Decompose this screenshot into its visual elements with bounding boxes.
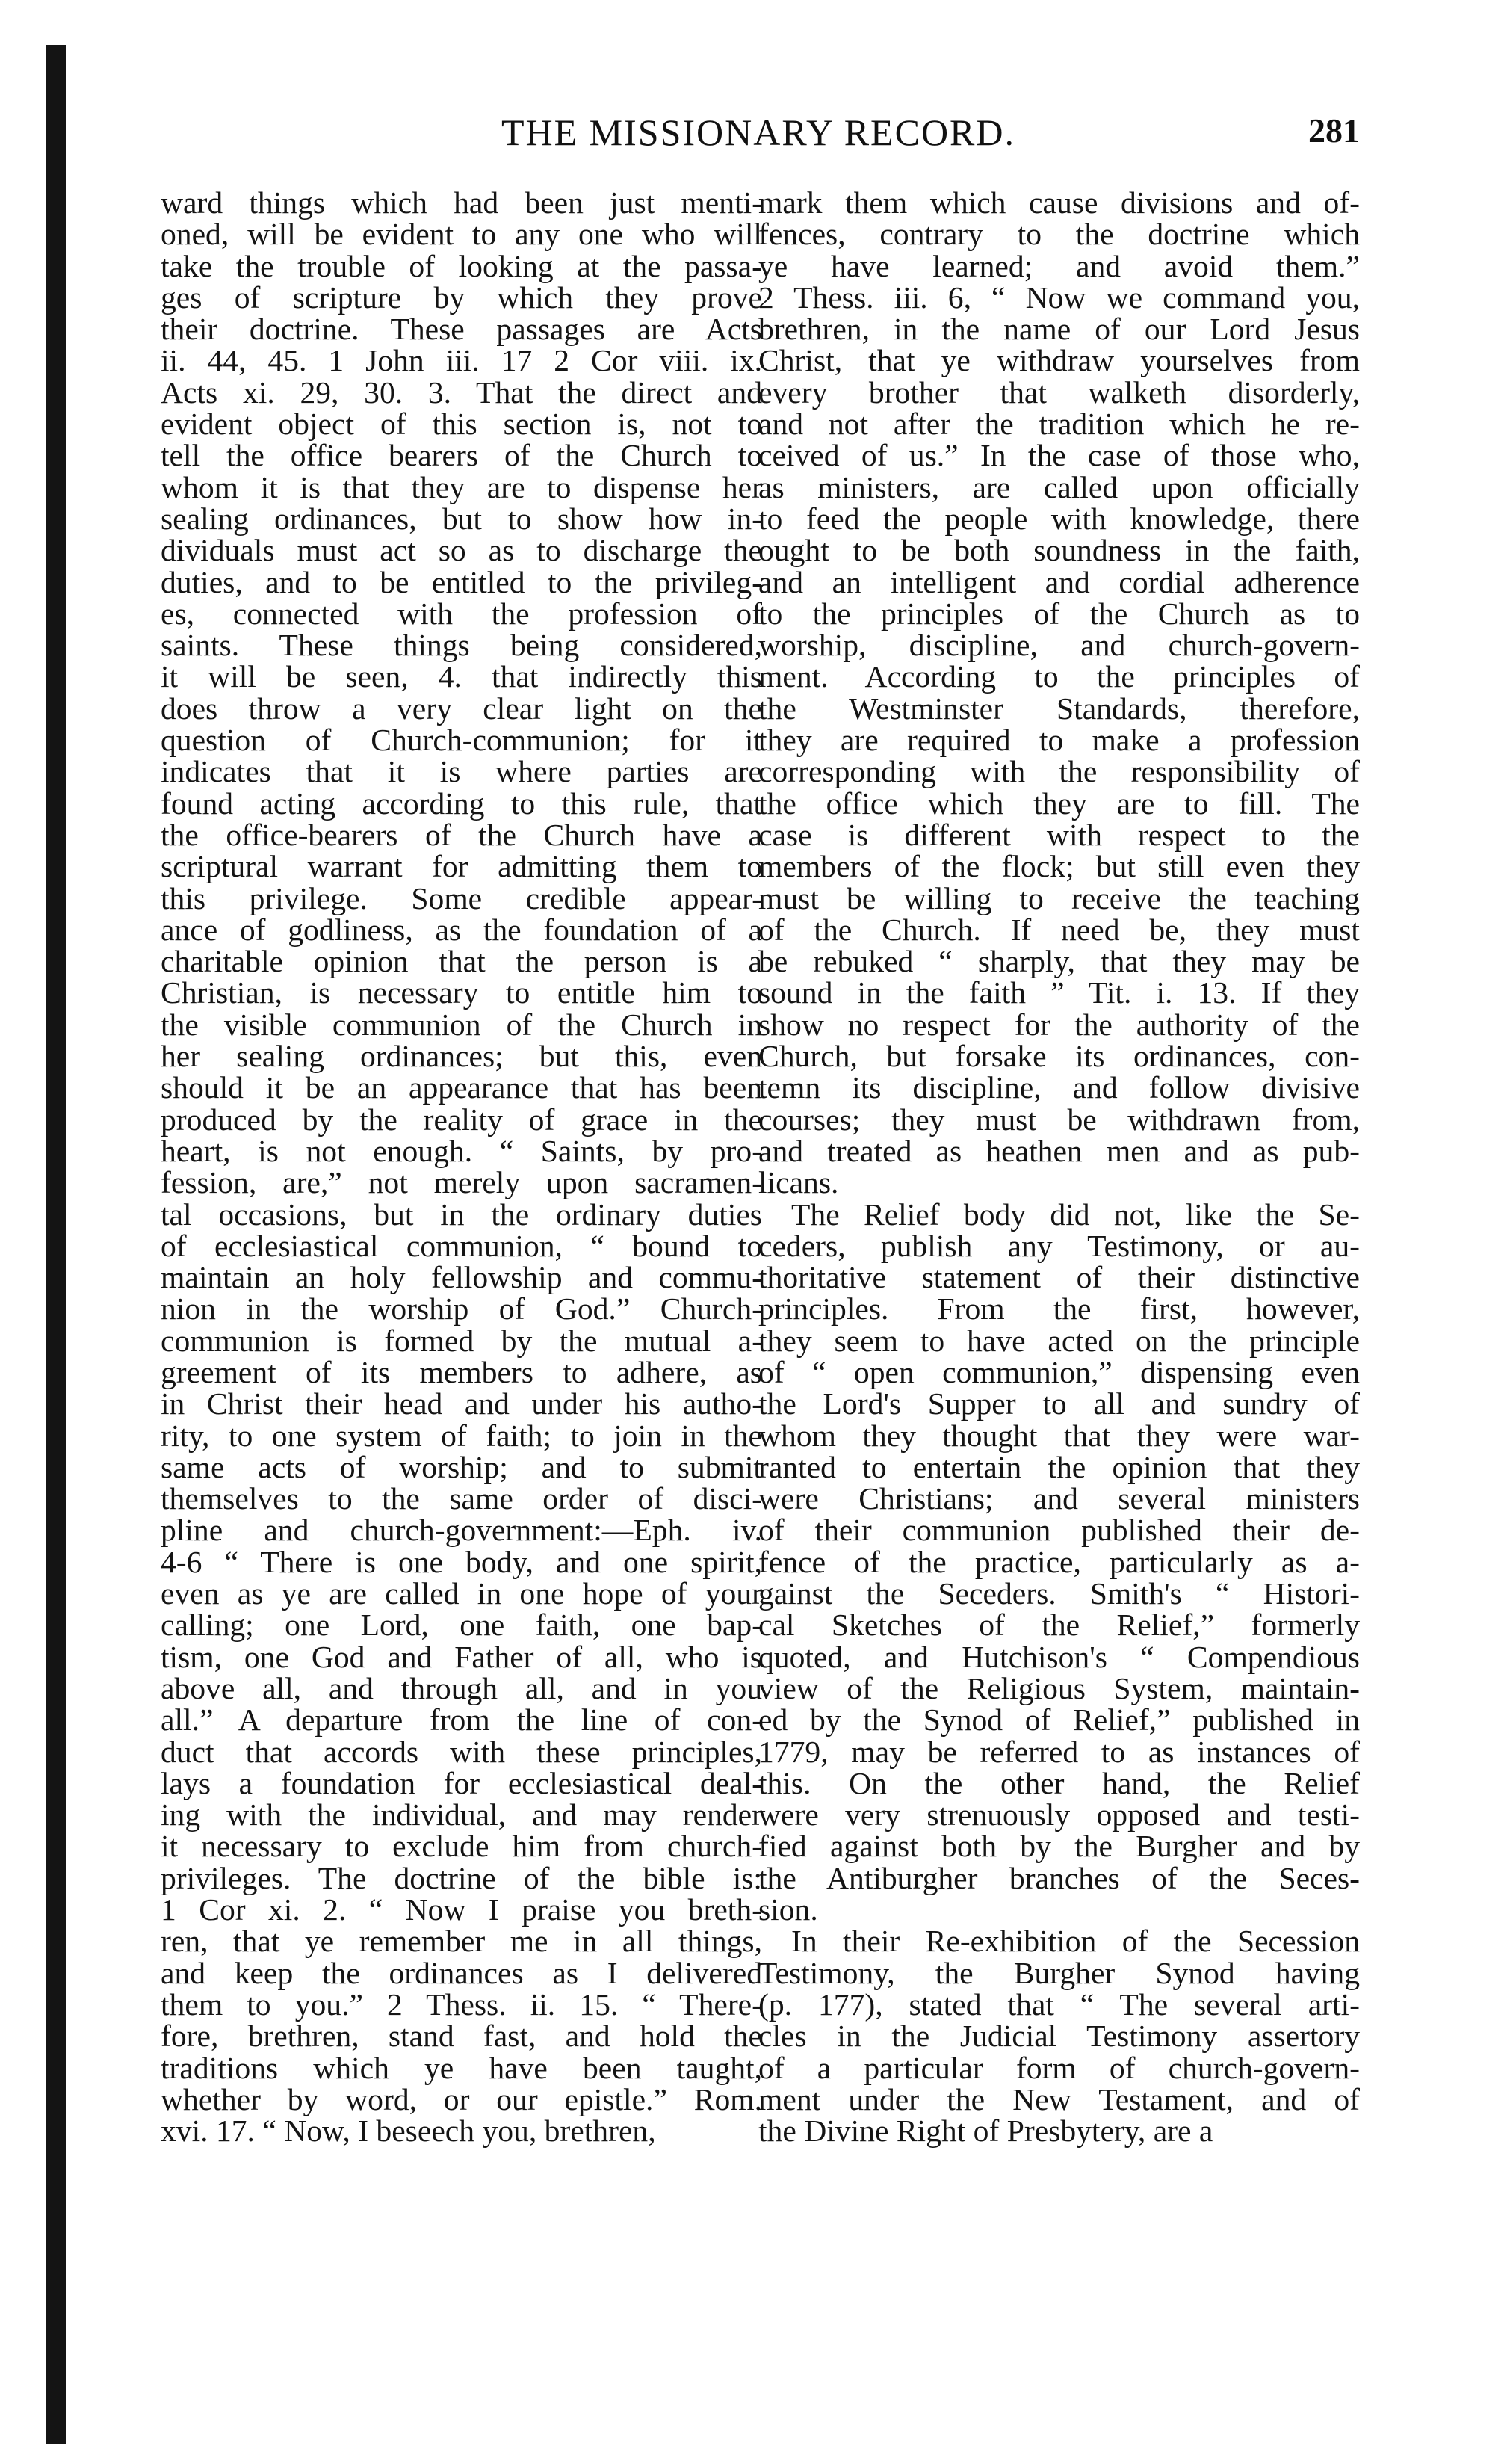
text-line: ren, that ye remember me in all things, (161, 1924, 762, 1959)
text-line: fore, brethren, stand fast, and hold the (161, 2019, 762, 2054)
text-line: rity, to one system of faith; to join in the (161, 1418, 762, 1453)
running-head (157, 111, 1360, 163)
text-line: view of the Religious System, maintain- (758, 1670, 1360, 1705)
text-line: and treated as heathen men and as pub- (758, 1133, 1360, 1168)
text-line: lays a foundation for ecclesiastical deal- (161, 1765, 762, 1800)
text-line: they are required to make a profession (758, 723, 1360, 758)
text-line: cal Sketches of the Relief,” formerly (758, 1608, 1360, 1643)
text-line: 1 Cor xi. 2. “ Now I praise you breth- (161, 1892, 762, 1927)
text-line: courses; they must be withdrawn from, (758, 1102, 1360, 1137)
left-column (161, 187, 762, 2421)
text-line: ges of scripture by which they prove (161, 280, 762, 315)
text-line: case is different with respect to the (758, 817, 1360, 852)
text-line: fession, are,” not merely upon sacramen- (161, 1165, 762, 1200)
text-line: brethren, in the name of our Lord Jesus (758, 312, 1360, 347)
running-title: THE MISSIONARY RECORD. (501, 111, 1016, 153)
text-line: nion in the worship of God.” Church- (161, 1291, 762, 1327)
text-line: this privilege. Some credible appear- (161, 880, 762, 915)
text-line: whether by word, or our epistle.” Rom. (161, 2081, 762, 2116)
text-line: found acting according to this rule, that (161, 785, 762, 821)
text-line: temn its discipline, and follow divisive (758, 1070, 1360, 1105)
text-line: corresponding with the responsibility of (758, 754, 1360, 789)
text-line: duties, and to be entitled to the privileg- (161, 564, 762, 599)
text-line: ment. According to the principles of (758, 659, 1360, 694)
text-line: indicates that it is where parties are (161, 754, 762, 789)
text-line: to feed the people with knowledge, there (758, 501, 1360, 536)
text-line: ing with the individual, and may render (161, 1797, 762, 1832)
text-line: dividuals must act so as to discharge the (161, 533, 762, 568)
text-line: of their communion published their de- (758, 1513, 1360, 1548)
paragraph (161, 187, 762, 2149)
text-line: whom it is that they are to dispense her (161, 469, 762, 504)
text-line: it necessary to exclude him from church- (161, 1829, 762, 1864)
text-line: evident object of this section is, not to (161, 407, 762, 442)
text-line: greement of its members to adhere, as (161, 1354, 762, 1389)
text-line: privileges. The doctrine of the bible is: (161, 1860, 762, 1895)
text-line: gainst the Seceders. Smith's “ Histori- (758, 1576, 1360, 1611)
text-line: show no respect for the authority of the (758, 1007, 1360, 1042)
text-line: Testimony, the Burgher Synod having (758, 1955, 1360, 1990)
text-line: they seem to have acted on the principle (758, 1323, 1360, 1358)
text-line: their doctrine. These passages are Acts (161, 312, 762, 347)
text-line: ranted to entertain the opinion that they (758, 1449, 1360, 1484)
text-line: of the Church. If need be, they must (758, 912, 1360, 947)
text-line: does throw a very clear light on the (161, 691, 762, 726)
text-line: produced by the reality of grace in the (161, 1102, 762, 1137)
text-line: and not after the tradition which he re- (758, 407, 1360, 442)
paragraph (758, 1924, 1360, 2149)
text-line: in Christ their head and under his autho- (161, 1386, 762, 1421)
text-line: question of Church-communion; for it (161, 723, 762, 758)
text-line: themselves to the same order of disci- (161, 1481, 762, 1516)
text-line: thoritative statement of their distinctive (758, 1260, 1360, 1295)
text-line: same acts of worship; and to submit (161, 1449, 762, 1484)
text-line: the Westminster Standards, therefore, (758, 691, 1360, 726)
text-line: Christ, that ye withdraw yourselves from (758, 343, 1360, 378)
text-line: ance of godliness, as the foundation of a (161, 912, 762, 947)
text-line: calling; one Lord, one faith, one bap- (161, 1608, 762, 1643)
text-line: mark them which cause divisions and of- (758, 187, 1360, 220)
text-line: (p. 177), stated that “ The several arti- (758, 1986, 1360, 2022)
text-line: 4-6 “ There is one body, and one spirit, (161, 1544, 762, 1579)
text-line: it will be seen, 4. that indirectly this (161, 659, 762, 694)
text-line: scriptural warrant for admitting them to (161, 849, 762, 884)
text-line: tell the office bearers of the Church to (161, 438, 762, 473)
text-line: of “ open communion,” dispensing even (758, 1354, 1360, 1389)
text-line: cles in the Judicial Testimony assertory (758, 2019, 1360, 2054)
text-line: even as ye are called in one hope of your (161, 1576, 762, 1611)
text-line: the visible communion of the Church in (161, 1007, 762, 1042)
text-line: above all, and through all, and in you (161, 1670, 762, 1705)
text-line: communion is formed by the mutual a- (161, 1323, 762, 1358)
text-line: to the principles of the Church as to (758, 596, 1360, 631)
text-line: licans. (758, 1165, 839, 1200)
text-line: The Relief body did not, like the Se- (791, 1197, 1360, 1232)
text-line: ought to be both soundness in the faith, (758, 533, 1360, 568)
binding-edge (46, 45, 66, 2444)
text-line: maintain an holy fellowship and commu- (161, 1260, 762, 1295)
text-line: charitable opinion that the person is a (161, 944, 762, 979)
paragraph (758, 187, 1360, 1199)
text-line: were very strenuously opposed and testi- (758, 1797, 1360, 1832)
text-line: quoted, and Hutchison's “ Compendious (758, 1639, 1360, 1674)
text-line: them to you.” 2 Thess. ii. 15. “ There- (161, 1986, 762, 2022)
text-line: saints. These things being considered, (161, 628, 762, 663)
text-line: ii. 44, 45. 1 John iii. 17 2 Cor viii. ix. (161, 343, 762, 378)
right-column (758, 187, 1360, 2421)
text-line: and keep the ordinances as I delivered (161, 1955, 762, 1990)
text-line: the Divine Right of Presbytery, are a (758, 2113, 1213, 2149)
text-line: xvi. 17. “ Now, I beseech you, brethren, (161, 2113, 656, 2149)
text-line: traditions which ye have been taught, (161, 2050, 762, 2085)
text-line: oned, will be evident to any one who will (161, 217, 762, 252)
text-line: fences, contrary to the doctrine which (758, 217, 1360, 252)
text-line: the Lord's Supper to all and sundry of (758, 1386, 1360, 1421)
text-line: Christian, is necessary to entitle him to (161, 975, 762, 1010)
text-line: fence of the practice, particularly as a- (758, 1544, 1360, 1579)
text-line: must be willing to receive the teaching (758, 880, 1360, 915)
text-line: were Christians; and several ministers (758, 1481, 1360, 1516)
text-line: principles. From the first, however, (758, 1291, 1360, 1327)
text-line: es, connected with the profession of (161, 596, 762, 631)
text-line: Acts xi. 29, 30. 3. That the direct and (161, 374, 762, 410)
text-line: ceived of us.” In the case of those who, (758, 438, 1360, 473)
text-line: all.” A departure from the line of con- (161, 1702, 762, 1738)
text-line: take the trouble of looking at the passa- (161, 248, 762, 283)
text-line: duct that accords with these principles, (161, 1734, 762, 1769)
text-line: sion. (758, 1892, 818, 1927)
text-line: worship, discipline, and church-govern- (758, 628, 1360, 663)
text-line: ment under the New Testament, and of (758, 2081, 1360, 2116)
text-line: of a particular form of church-govern- (758, 2050, 1360, 2085)
text-line: sealing ordinances, but to show how in- (161, 501, 762, 536)
page-number: 281 (1308, 111, 1360, 149)
text-line: ye have learned; and avoid them.” (758, 248, 1360, 283)
text-line: sound in the faith ” Tit. i. 13. If they (758, 975, 1360, 1010)
paragraph (758, 1199, 1360, 1926)
text-line: as ministers, are called upon officially (758, 469, 1360, 504)
text-line: Church, but forsake its ordinances, con- (758, 1039, 1360, 1074)
text-line: of ecclesiastical communion, “ bound to (161, 1228, 762, 1263)
text-line: be rebuked “ sharply, that they may be (758, 944, 1360, 979)
text-line: ward things which had been just menti- (161, 187, 762, 220)
text-line: ed by the Synod of Relief,” published in (758, 1702, 1360, 1738)
text-line: In their Re-exhibition of the Secession (791, 1924, 1360, 1959)
text-line: every brother that walketh disorderly, (758, 374, 1360, 410)
text-line: the office-bearers of the Church have a (161, 817, 762, 852)
text-line: the office which they are to fill. The (758, 785, 1360, 821)
text-line: this. On the other hand, the Relief (758, 1765, 1360, 1800)
text-line: members of the flock; but still even they (758, 849, 1360, 884)
text-line: her sealing ordinances; but this, even (161, 1039, 762, 1074)
text-line: pline and church-government:—Eph. iv. (161, 1513, 762, 1548)
text-line: tism, one God and Father of all, who is (161, 1639, 762, 1674)
text-line: whom they thought that they were war- (758, 1418, 1360, 1453)
text-line: 2 Thess. iii. 6, “ Now we command you, (758, 280, 1360, 315)
text-line: the Antiburgher branches of the Seces- (758, 1860, 1360, 1895)
text-line: heart, is not enough. “ Saints, by pro- (161, 1133, 762, 1168)
text-line: 1779, may be referred to as instances of (758, 1734, 1360, 1769)
text-line: should it be an appearance that has been (161, 1070, 762, 1105)
text-line: ceders, publish any Testimony, or au- (758, 1228, 1360, 1263)
text-line: and an intelligent and cordial adherence (758, 564, 1360, 599)
text-line: tal occasions, but in the ordinary duties (161, 1197, 762, 1232)
text-line: fied against both by the Burgher and by (758, 1829, 1360, 1864)
